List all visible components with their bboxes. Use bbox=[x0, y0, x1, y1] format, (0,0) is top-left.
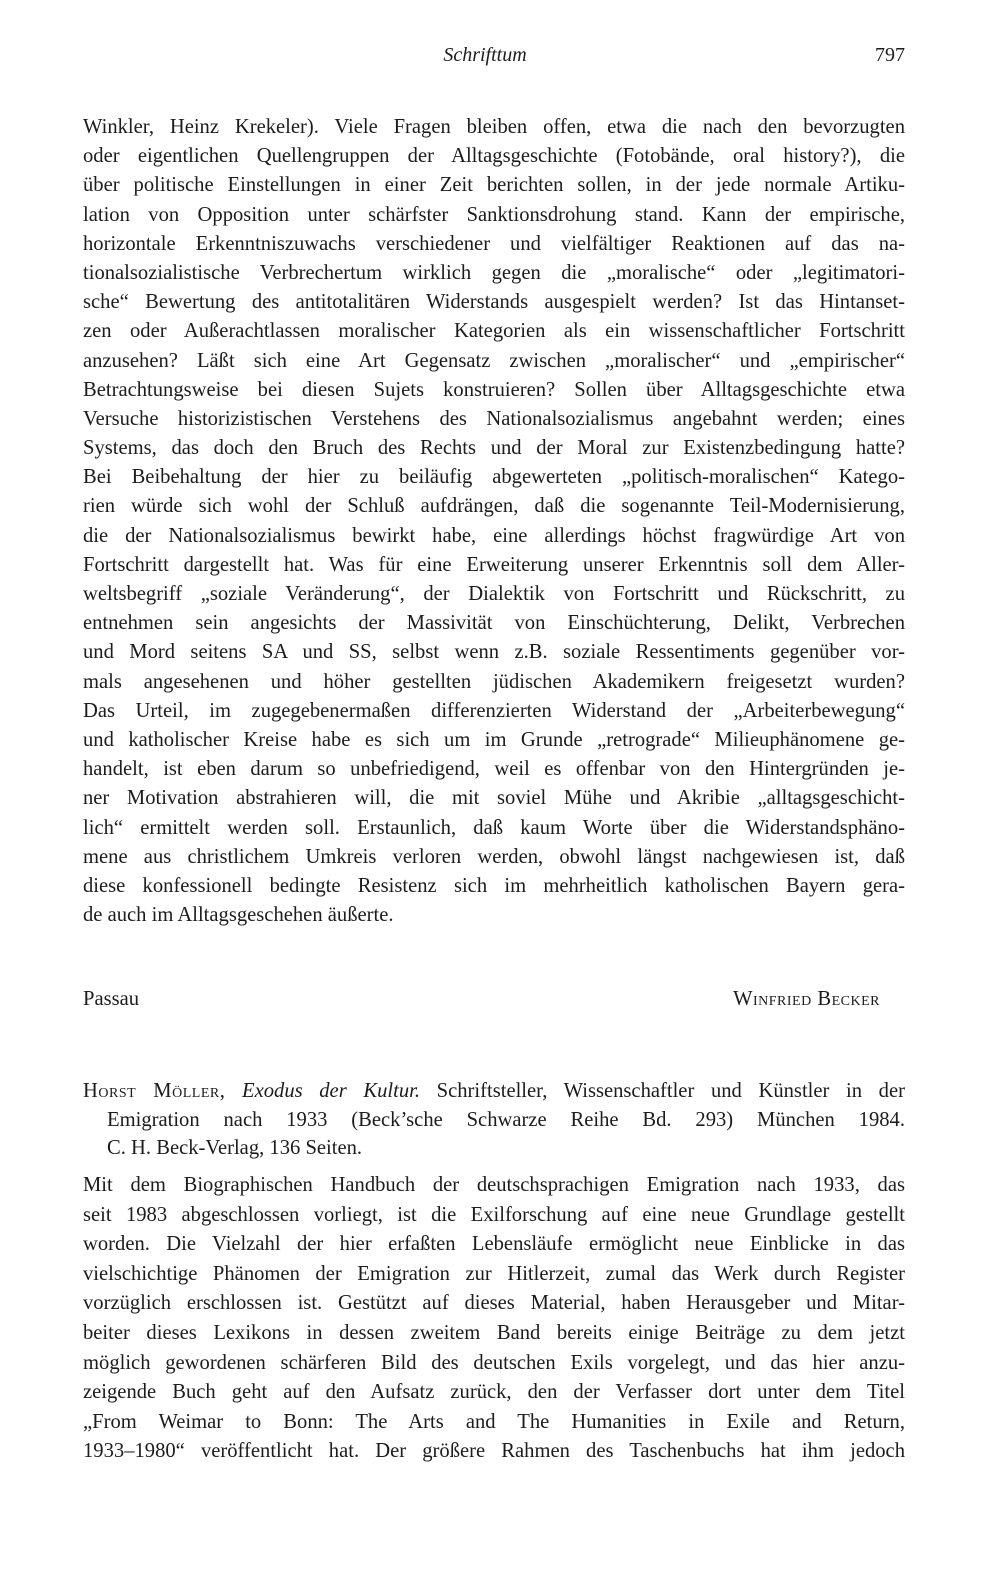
text-line: mals angesehenen und höher gestellten jüdischen Akademikern freigesetzt wurden? bbox=[83, 670, 905, 693]
book-subtitle: Schriftsteller, Wissenschaftler und Künstler in der bbox=[436, 1080, 905, 1102]
running-header bbox=[0, 44, 1000, 74]
text-line: die der Nationalsozialismus bewirkt habe, eine allerdings höchst fragwürdige Art von bbox=[83, 524, 905, 547]
text-line: anzusehen? Läßt sich eine Art Gegensatz zwischen „moralischer“ und „empirischer“ bbox=[83, 349, 905, 372]
book-title: Exodus der Kultur. bbox=[242, 1080, 421, 1102]
text-line: entnehmen sein angesichts der Massivität von Einschüchterung, Delikt, Verbrechen bbox=[83, 612, 905, 635]
text-line: beiter dieses Lexikons in dessen zweitem Band bereits einige Beiträge zu dem jetzt bbox=[83, 1321, 905, 1344]
text-line: lich“ ermittelt werden soll. Erstaunlich, daß kaum Worte über die Widerstandsphäno- bbox=[83, 816, 905, 839]
text-line: 1933–1980“ veröffentlicht hat. Der größere Rahmen des Taschenbuchs hat ihm jedoch bbox=[83, 1440, 905, 1463]
text-line: mene aus christlichem Umkreis verloren werden, obwohl längst nachgewiesen ist, daß bbox=[83, 845, 905, 868]
review-1-body bbox=[83, 113, 905, 930]
text-line: vorzüglich erschlossen ist. Gestützt auf dieses Material, haben Herausgeber und Mitar- bbox=[83, 1292, 905, 1315]
text-line-last: de auch im Alltagsgeschehen äußerte. bbox=[83, 904, 394, 927]
text-line: oder eigentlichen Quellengruppen der Alltagsgeschichte (Fotobände, oral history?), die bbox=[83, 145, 905, 168]
text-line: zen oder Außerachtlassen moralischer Kategorien als ein wissenschaftlicher Fortschritt bbox=[83, 320, 905, 343]
text-line: zeigende Buch geht auf den Aufsatz zurück, den der Verfasser dort unter dem Titel bbox=[83, 1381, 905, 1404]
text-line: Bei Beibehaltung der hier zu beiläufig abgewerteten „politisch-moralischen“ Katego- bbox=[83, 466, 905, 489]
text-line: horizontale Erkenntniszuwachs verschiedener und vielfältiger Reaktionen auf das na- bbox=[83, 232, 905, 255]
reviewer-name: Winfried Becker bbox=[733, 988, 880, 1010]
book-author: Horst Möller, bbox=[83, 1080, 226, 1102]
text-line: Mit dem Biographischen Handbuch der deutschsprachigen Emigration nach 1933, das bbox=[83, 1174, 905, 1196]
text-line: „From Weimar to Bonn: The Arts and The Humanities in Exile and Return, bbox=[83, 1410, 905, 1433]
text-line: Winkler, Heinz Krekeler). Viele Fragen bleiben offen, etwa die nach den bevorzugten bbox=[83, 116, 905, 138]
text-line: Betrachtungsweise bei diesen Sujets konstruieren? Sollen über Alltagsgeschichte etwa bbox=[83, 378, 905, 401]
text-line: seit 1983 abgeschlossen vorliegt, ist die Exilforschung auf eine neue Grundlage gestellt bbox=[83, 1203, 905, 1226]
text-line: über politische Einstellungen in einer Zeit berichten sollen, in der jede normale Artiku- bbox=[83, 174, 905, 197]
text-line: diese konfessionell bedingte Resistenz sich im mehrheitlich katholischen Bayern gera- bbox=[83, 874, 905, 897]
text-line: Versuche historizistischen Verstehens des Nationalsozialismus angebahnt werden; eines bbox=[83, 407, 905, 430]
text-line: Systems, das doch den Bruch des Rechts und der Moral zur Existenzbedingung hatte? bbox=[83, 437, 905, 460]
reference-line-1 bbox=[83, 1077, 905, 1106]
text-line: vielschichtige Phänomen der Emigration zur Hitlerzeit, zumal das Werk durch Register bbox=[83, 1262, 905, 1285]
text-line: sche“ Bewertung des antitotalitären Widerstands ausgespielt werden? Ist das Hintanset- bbox=[83, 291, 905, 314]
text-line: tionalsozialistische Verbrechertum wirklich gegen die „moralische“ oder „legitimatori- bbox=[83, 261, 905, 284]
text-line: und Mord seitens SA und SS, selbst wenn z.B. soziale Ressentiments gegenüber vor- bbox=[83, 641, 905, 664]
reference-line-2: Emigration nach 1933 (Beck’sche Schwarze Reihe Bd. 293) München 1984. bbox=[107, 1108, 905, 1131]
text-line: handelt, ist eben darum so unbefriedigend, weil es offenbar von den Hintergründen je- bbox=[83, 758, 905, 781]
page-number: 797 bbox=[875, 44, 905, 66]
text-line: lation von Opposition unter schärfster Sanktionsdrohung stand. Kann der empirische, bbox=[83, 203, 905, 226]
text-line: worden. Die Vielzahl der hier erfaßten Lebensläufe ermöglicht neue Einblicke in das bbox=[83, 1233, 905, 1256]
text-line: weltsbegriff „soziale Veränderung“, der Dialektik von Fortschritt und Rückschritt, zu bbox=[83, 583, 905, 605]
section-title: Schrifttum bbox=[443, 44, 527, 66]
text-line: ner Motivation abstrahieren will, die mit soviel Mühe und Akribie „alltagsgeschicht- bbox=[83, 787, 905, 810]
review-1-signature bbox=[83, 984, 880, 1014]
text-line: Fortschritt dargestellt hat. Was für eine Erweiterung unserer Erkenntnis soll dem Aller- bbox=[83, 553, 905, 576]
text-line: möglich gewordenen schärferen Bild des deutschen Exils vorgelegt, und das hier anzu- bbox=[83, 1351, 905, 1374]
review-2-body bbox=[83, 1171, 905, 1467]
reference-line-3: C. H. Beck-Verlag, 136 Seiten. bbox=[107, 1137, 363, 1159]
text-line: Das Urteil, im zugegebenermaßen differenzierten Widerstand der „Arbeiterbewegung“ bbox=[83, 699, 905, 722]
text-line: rien würde sich wohl der Schluß aufdrängen, daß die sogenannte Teil-Modernisierung, bbox=[83, 495, 905, 518]
bibliographic-reference bbox=[83, 1077, 905, 1163]
place-name: Passau bbox=[83, 988, 140, 1010]
text-line: und katholischer Kreise habe es sich um im Grunde „retrograde“ Milieuphänomene ge- bbox=[83, 728, 905, 751]
